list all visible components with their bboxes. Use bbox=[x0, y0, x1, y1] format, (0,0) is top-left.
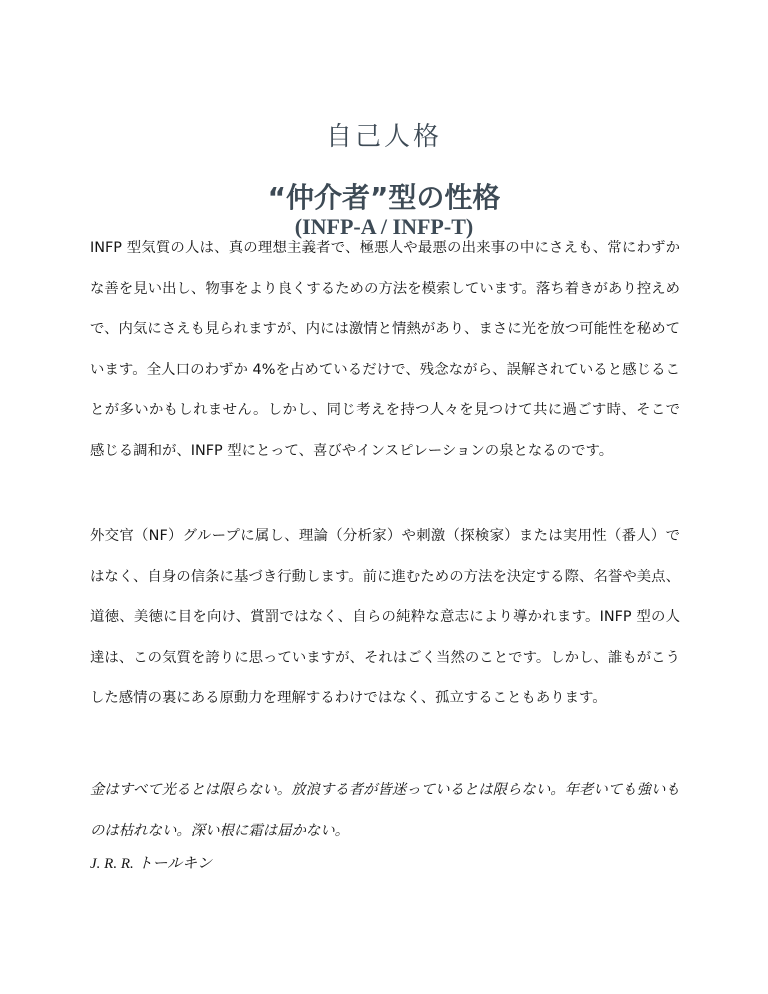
body-paragraph: INFP 型気質の人は、真の理想主義者で、極悪人や最悪の出来事の中にさえも、常にわずかな善を見い出し、物事をより良くするための方法を模索しています。落ち着きがあり控えめで、内気にさえも見られますが、内には激情と情熱があり、まさに光を放つ可能性を秘めています。全人口のわずか 4%を占めているだけで、残念ながら、誤解されていると感じることが多いかもしれません。しかし、同じ考えを持つ人々を見つけて共に過ごす時、そこで感じる調和が、INFP 型にとって、喜びやインスピレーションの泉となるのです。 bbox=[90, 240, 680, 459]
body-paragraph: 外交官（NF）グループに属し、理論（分析家）や刺激（探検家）または実用性（番人）ではなく、自身の信条に基づき行動します。前に進むための方法を決定する際、名誉や美点、道徳、美徳に目を向け、賞罰ではなく、自らの純粋な意志により導かれます。INFP 型の人達は、この気質を誇りに思っていますが、それはごく当然のことです。しかし、誰もがこうした感情の裏にある原動力を理解するわけではなく、孤立することもあります。 bbox=[90, 528, 680, 706]
personality-type-title: “仲介者”型の性格 bbox=[267, 181, 501, 214]
page-title: 自己人格 bbox=[325, 122, 442, 152]
quote-author: J. R. R. トールキン bbox=[90, 856, 213, 872]
personality-type-code: (INFP-A / INFP-T) bbox=[294, 214, 474, 239]
quote-text: 金はすべて光るとは限らない。放浪する者が皆迷っているとは限らない。年老いても強いものは枯れない。深い根に霜は届かない。 bbox=[90, 782, 680, 839]
